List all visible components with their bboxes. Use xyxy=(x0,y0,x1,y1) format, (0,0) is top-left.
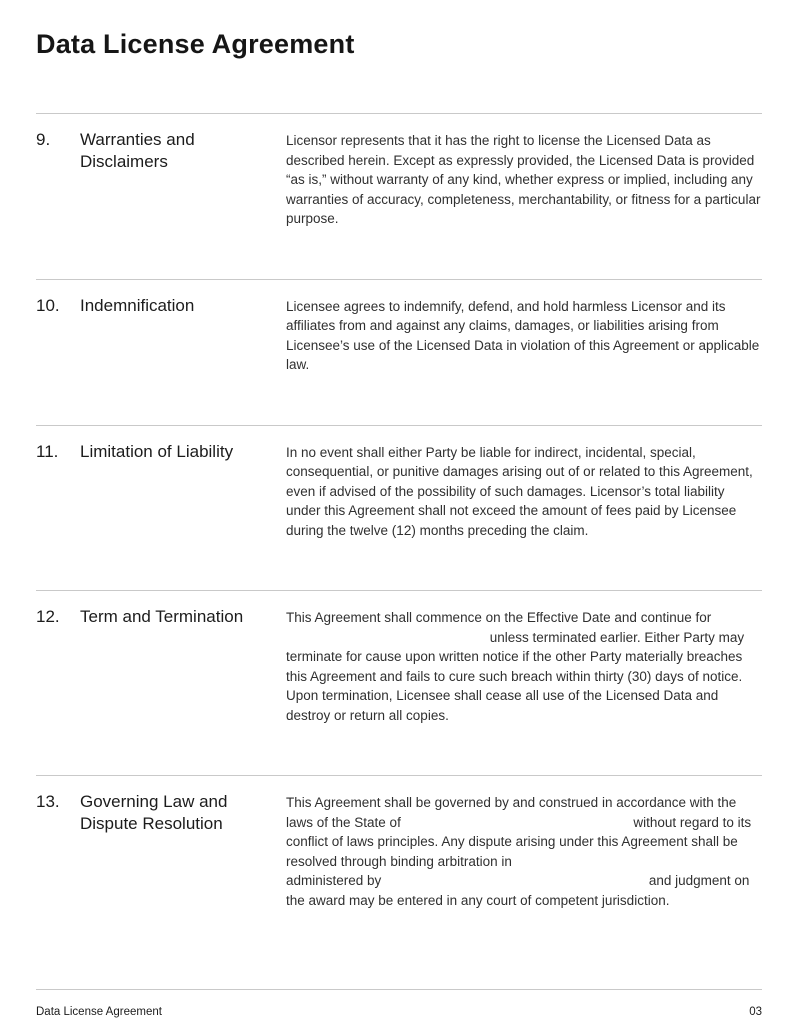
page-footer xyxy=(36,989,762,1019)
section-body: This Agreement shall be governed by and construed in accordance with the laws of the State of without regard to its conflict of laws principles. Any dispute arising under this Agreement shall be resolved through binding arbitration in administered by and judgment on the award may be entered in any court of competent jurisdiction. xyxy=(286,795,752,908)
section-heading: Term and Termination xyxy=(80,607,244,626)
section-heading: Limitation of Liability xyxy=(80,441,234,461)
document-body xyxy=(36,113,762,960)
section-number: 13. xyxy=(36,792,60,811)
section-13-governing-law-and-dispute-resolution xyxy=(36,775,762,960)
section-body: Licensor represents that it has the right to license the Licensed Data as described herein. Except as expressly provided, the Licensed Data is provided “as is,” without warranty of any kind, whether express or implied, including any warranties of accuracy, completeness, merchantability, or fitness for a particular purpose. xyxy=(286,133,761,226)
section-number: 11. xyxy=(36,441,59,461)
section-number: 9. xyxy=(36,130,51,149)
section-body: This Agreement shall commence on the Effective Date and continue for unless terminated earlier. Either Party may terminate for cause upon written notice if the other Party materially breaches this Agreement and fails to cure such breach within thirty (30) days of notice. Upon termination, Licensee shall cease all use of the Licensed Data and destroy or return all copies. xyxy=(286,610,745,723)
section-10-indemnification xyxy=(36,279,762,425)
section-11-limitation-of-liability xyxy=(36,425,762,591)
section-body: In no event shall either Party be liable for indirect, incidental, special, consequential, or punitive damages arising out of or related to this Agreement, even if advised of the possibility of such damages. Licensor’s total liability under this Agreement shall not exceed the amount of fees paid by Licensee during the twelve (12) months preceding the claim. xyxy=(286,444,753,538)
section-9-warranties-and-disclaimers xyxy=(36,113,762,279)
blank-field xyxy=(286,628,486,642)
document-header xyxy=(36,28,762,113)
section-heading: Governing Law and Dispute Resolution xyxy=(80,792,228,833)
section-heading: Indemnification xyxy=(80,295,195,315)
page-title: Data License Agreement xyxy=(36,29,355,59)
section-number: 10. xyxy=(36,295,60,315)
section-number: 12. xyxy=(36,607,60,626)
blank-field xyxy=(405,813,630,827)
section-body: Licensee agrees to indemnify, defend, and hold harmless Licensor and its affiliates from and against any claims, damages, or liabilities arising from Licensee’s use of the Licensed Data in violation of this Agreement or applicable law. xyxy=(286,298,760,372)
section-heading: Warranties and Disclaimers xyxy=(80,130,195,171)
footer-page-number: 03 xyxy=(749,1006,762,1018)
section-12-term-and-termination xyxy=(36,590,762,775)
blank-field xyxy=(516,852,736,866)
blank-field xyxy=(385,872,645,886)
footer-document-title: Data License Agreement xyxy=(36,1006,162,1018)
